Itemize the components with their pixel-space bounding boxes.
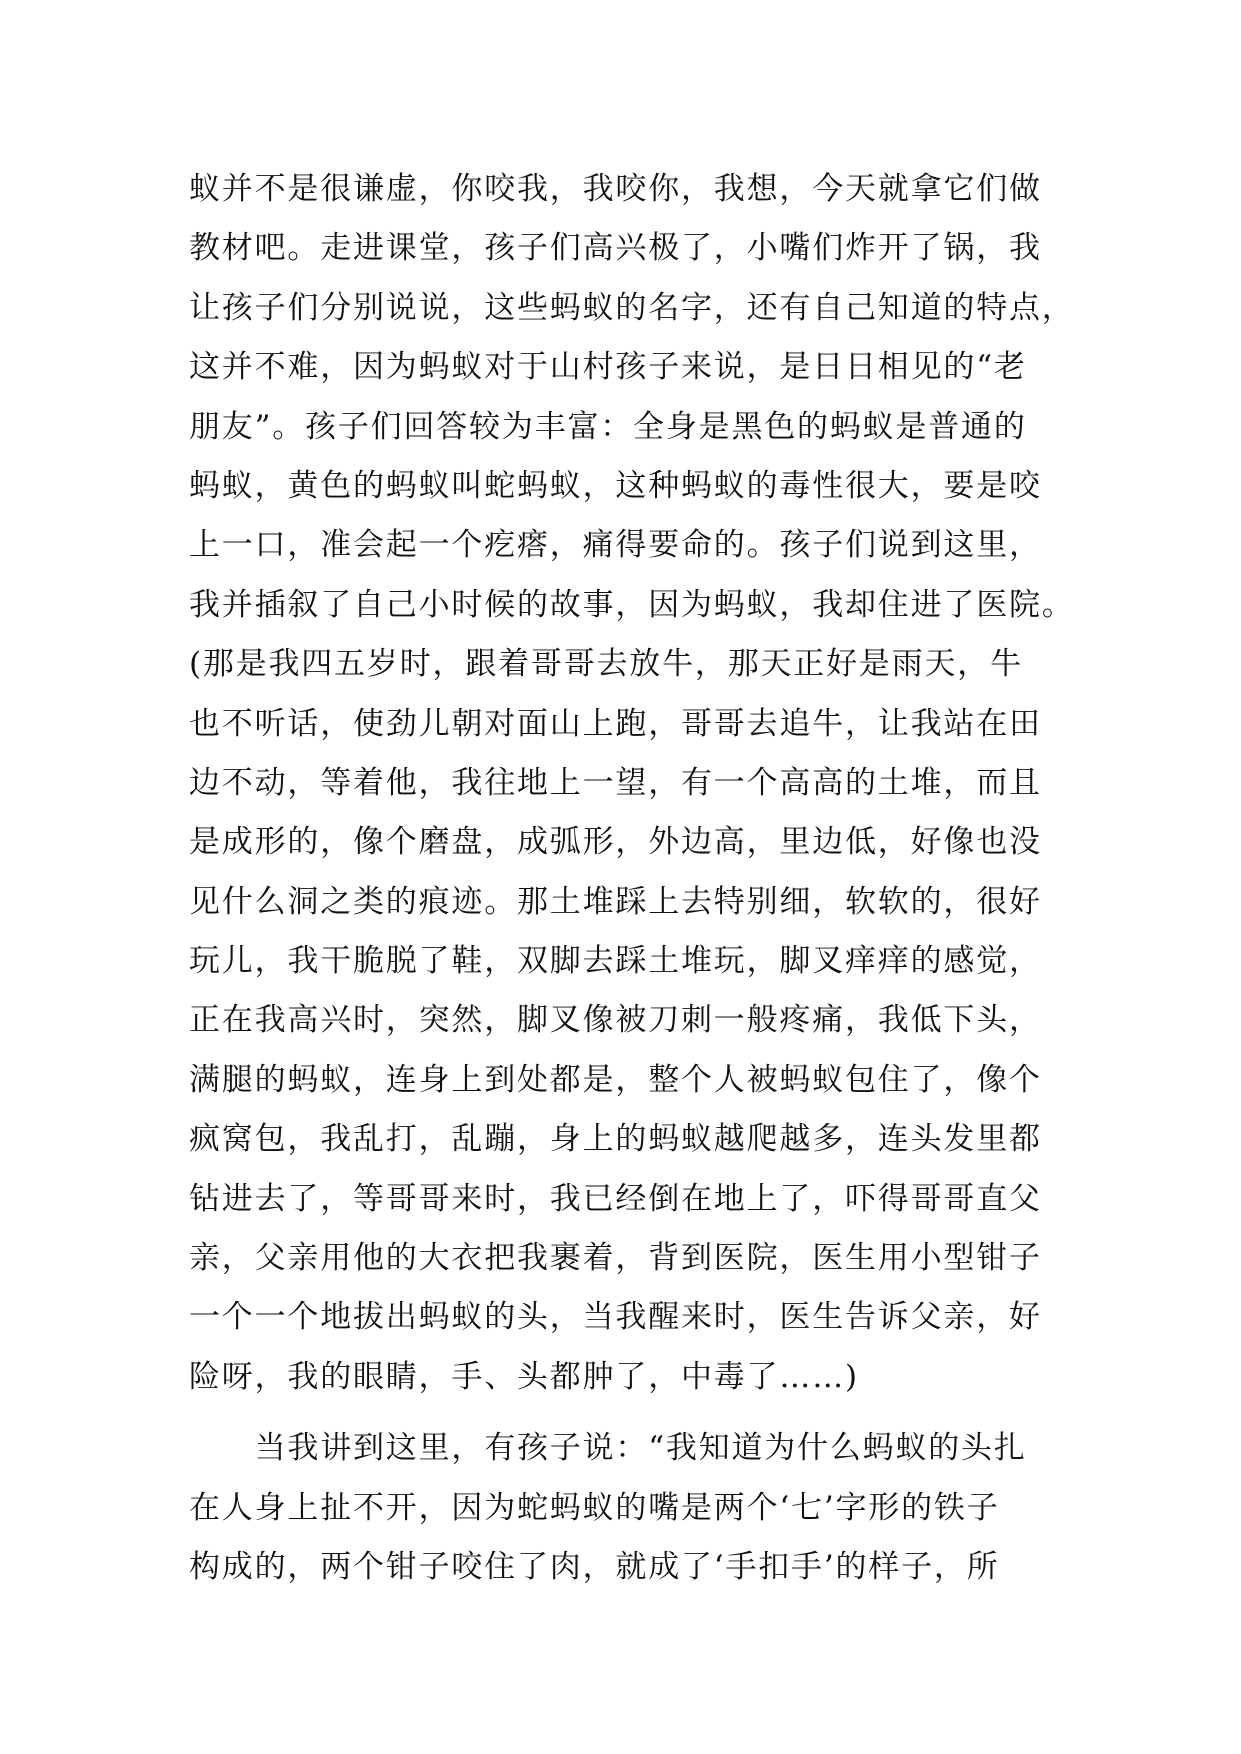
text-line: 正在我高兴时，突然，脚叉像被刀刺一般疼痛，我低下头， — [189, 1002, 1042, 1039]
text-line: 当我讲到这里，有孩子说：“我知道为什么蚂蚁的头扎 — [189, 1430, 1027, 1467]
body-text — [189, 160, 1075, 1597]
text-line: 玩儿，我干脆脱了鞋，双脚去踩土堆玩，脚叉痒痒的感觉， — [189, 943, 1042, 980]
text-line: 构成的，两个钳子咬住了肉，就成了‘手扣手’的样子，所 — [189, 1548, 1000, 1585]
text-line: 让孩子们分别说说，这些蚂蚁的名字，还有自己知道的特点， — [189, 289, 1075, 326]
text-line: 蚂蚁，黄色的蚂蚁叫蛇蚂蚁，这种蚂蚁的毒性很大，要是咬 — [189, 467, 1042, 504]
text-line: 也不听话，使劲儿朝对面山上跑，哥哥去追牛，让我站在田 — [189, 705, 1042, 742]
text-line: 疯窝包，我乱打，乱蹦，身上的蚂蚁越爬越多，连头发里都 — [189, 1121, 1042, 1158]
text-line: 满腿的蚂蚁，连身上到处都是，整个人被蚂蚁包住了，像个 — [189, 1061, 1042, 1098]
text-line: 这并不难，因为蚂蚁对于山村孩子来说，是日日相见的“老 — [189, 349, 1027, 386]
text-line: (那是我四五岁时，跟着哥哥去放牛，那天正好是雨天，牛 — [189, 646, 1023, 683]
text-line: 亲，父亲用他的大衣把我裹着，背到医院，医生用小型钳子 — [189, 1240, 1042, 1277]
text-line: 朋友”。孩子们回答较为丰富：全身是黑色的蚂蚁是普通的 — [189, 408, 1027, 445]
paragraph-gap — [189, 1407, 1059, 1419]
text-line: 险呀，我的眼睛，手、头都肿了，中毒了……) — [189, 1358, 859, 1395]
text-line: 上一口，准会起一个疙瘩，痛得要命的。孩子们说到这里， — [189, 527, 1042, 564]
text-line: 边不动，等着他，我往地上一望，有一个高高的土堆，而且 — [189, 764, 1042, 801]
text-line: 我并插叙了自己小时候的故事，因为蚂蚁，我却住进了医院。 — [189, 586, 1075, 623]
text-line: 教材吧。走进课堂，孩子们高兴极了，小嘴们炸开了锅，我 — [189, 230, 1042, 267]
text-line: 钻进去了，等哥哥来时，我已经倒在地上了，吓得哥哥直父 — [189, 1180, 1042, 1217]
text-line: 见什么洞之类的痕迹。那土堆踩上去特别细，软软的，很好 — [189, 883, 1042, 920]
text-line: 在人身上扯不开，因为蛇蚂蚁的嘴是两个‘七’字形的铁子 — [189, 1489, 1000, 1526]
text-line: 是成形的，像个磨盘，成弧形，外边高，里边低，好像也没 — [189, 824, 1042, 861]
text-line: 一个一个地拔出蚂蚁的头，当我醒来时，医生告诉父亲，好 — [189, 1299, 1042, 1336]
text-line: 蚁并不是很谦虚，你咬我，我咬你，我想，今天就拿它们做 — [189, 171, 1042, 207]
